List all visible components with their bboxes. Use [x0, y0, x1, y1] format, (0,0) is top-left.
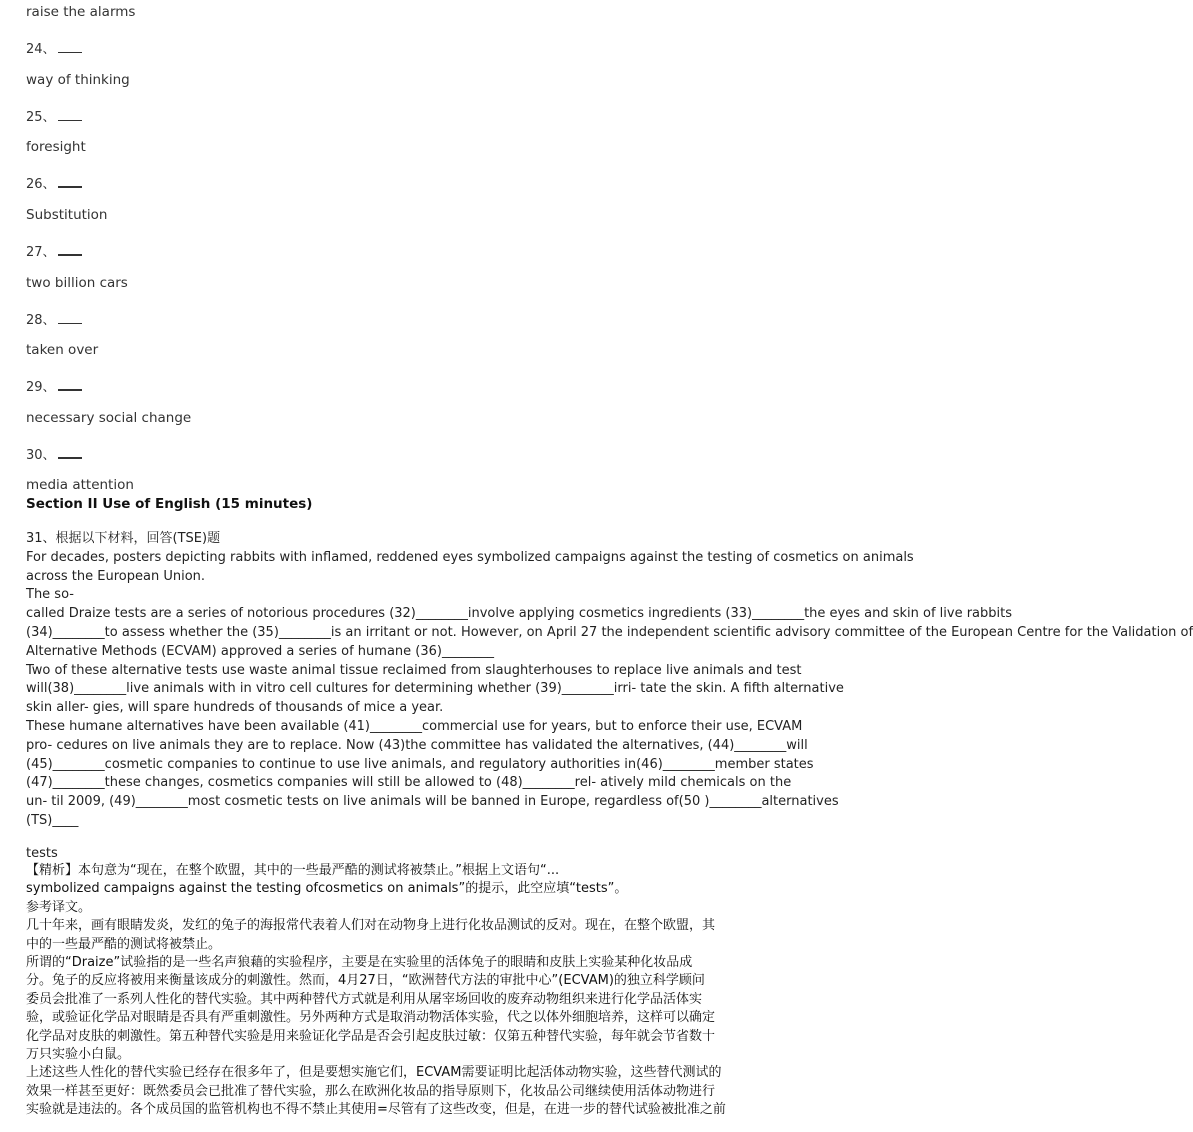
passage-line: (34)________to assess whether the (35)________is an irritant or not. However, on April 27 the independent scientific advisory committee of the European Centre for the Validation of	[26, 624, 1193, 640]
analysis-section	[26, 862, 786, 1120]
question-number	[26, 173, 82, 192]
analysis-line: 验，或验证化学品对眼睛是否具有严重刺激性。另外两种方式是取消动物活体实验，代之以体外细胞培养，这样可以确定	[26, 1010, 716, 1026]
passage-line: The so-	[26, 587, 74, 603]
passage-line: 31、根据以下材料，回答(TSE)题	[26, 531, 221, 546]
question-number	[26, 38, 82, 57]
question-number-label: 26、	[26, 177, 56, 192]
section-title: Section II Use of English (15 minutes)	[26, 496, 313, 512]
answer-text: taken over	[26, 342, 99, 358]
analysis-line: 分。兔子的反应将被用来衡量该成分的刺激性。然而，4月27日，“欧洲替代方法的审批中心”(ECVAM)的独立科学顾问	[26, 973, 705, 989]
analysis-line: 所谓的“Draize”试验指的是一些名声狼藉的实验程序，主要是在实验里的活体兔子的眼睛和皮肤上实验某种化妆品成	[26, 955, 693, 971]
analysis-line: 几十年来，画有眼睛发炎，发红的兔子的海报常代表着人们对在动物身上进行化妆品测试的反对。现在，在整个欧盟，其	[26, 918, 716, 934]
answer-blank	[58, 322, 82, 324]
analysis-line: 化学品对皮肤的刺激性。第五种替代实验是用来验证化学品是否会引起皮肤过敏：仅第五种替代实验，每年就会节省数十	[26, 1028, 716, 1044]
passage-line: across the European Union.	[26, 568, 206, 584]
question-number	[26, 241, 82, 260]
analysis-line: 委员会批准了一系列人性化的替代实验。其中两种替代方式就是利用从屠宰场回收的废弃动物组织来进行化学品活体实	[26, 991, 703, 1007]
question-number	[26, 444, 82, 463]
passage-line: Alternative Methods (ECVAM) approved a series of humane (36)________	[26, 643, 494, 659]
answer-text: two billion cars	[26, 275, 128, 291]
passage-line: These humane alternatives have been available (41)________commercial use for years, but to enforce their use, ECVAM	[26, 718, 803, 734]
answer-blank	[58, 456, 82, 459]
analysis-line: 参考译文。	[26, 899, 92, 915]
answer-blank	[58, 51, 82, 53]
question-number-label: 28、	[26, 313, 56, 328]
passage-line: (45)________cosmetic companies to continue to use live animals, and regulatory authorities in(46)________member states	[26, 756, 814, 772]
analysis-line: 中的一些最严酷的测试将被禁止。	[26, 936, 222, 952]
answer-blank	[58, 253, 82, 256]
question-number-label: 29、	[26, 380, 56, 395]
passage-line: For decades, posters depicting rabbits with inflamed, reddened eyes symbolized campaigns against the testing of cosmetics on animals	[26, 549, 914, 565]
passage-line: pro- cedures on live animals they are to replace. Now (43)the committee has validated the alternatives, (44)________will	[26, 737, 808, 753]
answer-text: way of thinking	[26, 72, 130, 88]
answer-blank	[58, 388, 82, 391]
question-number-label: 24、	[26, 42, 56, 57]
question-number-label: 25、	[26, 110, 56, 125]
answer-blank	[58, 119, 82, 121]
answer-text: raise the alarms	[26, 4, 136, 20]
passage-line: will(38)________live animals with in vitro cell cultures for determining whether (39)________irri- tate the skin. A fifth alternative	[26, 681, 844, 697]
passage-line: (47)________these changes, cosmetics companies will still be allowed to (48)________rel- atively mild chemicals on the	[26, 775, 792, 791]
passage-line: called Draize tests are a series of notorious procedures (32)________involve applying cosmetics ingredients (33)________the eyes and skin of live rabbits	[26, 606, 1013, 622]
analysis-line: 实验就是违法的。各个成员国的监管机构也不得不禁止其使用=尽管有了这些改变，但是，在进一步的替代试验被批准之前	[26, 1102, 726, 1118]
answer-blank	[58, 185, 82, 188]
passage-line: Two of these alternative tests use waste animal tissue reclaimed from slaughterhouses to replace live animals and test	[26, 662, 802, 678]
answer-text: foresight	[26, 139, 86, 155]
passage-line: skin aller- gies, will spare hundreds of thousands of mice a year.	[26, 700, 444, 716]
answer-text: necessary social change	[26, 410, 192, 426]
answer-label: tests	[26, 846, 58, 861]
analysis-line: 【精析】本句意为“现在，在整个欧盟，其中的一些最严酷的测试将被禁止。”根据上文语句“...	[26, 863, 560, 878]
question-number-label: 30、	[26, 448, 56, 463]
analysis-line: 上述这些人性化的替代实验已经存在很多年了，但是要想实施它们，ECVAM需要证明比起活体动物实验，这些替代测试的	[26, 1065, 722, 1081]
analysis-line: symbolized campaigns against the testing ofcosmetics on animals”的提示，此空应填“tests”。	[26, 881, 628, 897]
question-number-label: 27、	[26, 245, 56, 260]
cloze-passage	[26, 530, 1193, 831]
question-number	[26, 106, 82, 125]
answer-text: Substitution	[26, 207, 108, 223]
question-number	[26, 376, 82, 395]
question-number	[26, 309, 82, 328]
analysis-line: 万只实验小白鼠。	[26, 1047, 131, 1063]
answer-text: media attention	[26, 477, 134, 493]
analysis-line: 效果一样甚至更好：既然委员会已批准了替代实验，那么在欧洲化妆品的指导原则下，化妆品公司继续使用活体动物进行	[26, 1083, 716, 1099]
passage-line: un- til 2009, (49)________most cosmetic tests on live animals will be banned in Europe, regardless of(50 )________alternatives	[26, 794, 839, 810]
passage-line: (TS)____	[26, 812, 79, 828]
